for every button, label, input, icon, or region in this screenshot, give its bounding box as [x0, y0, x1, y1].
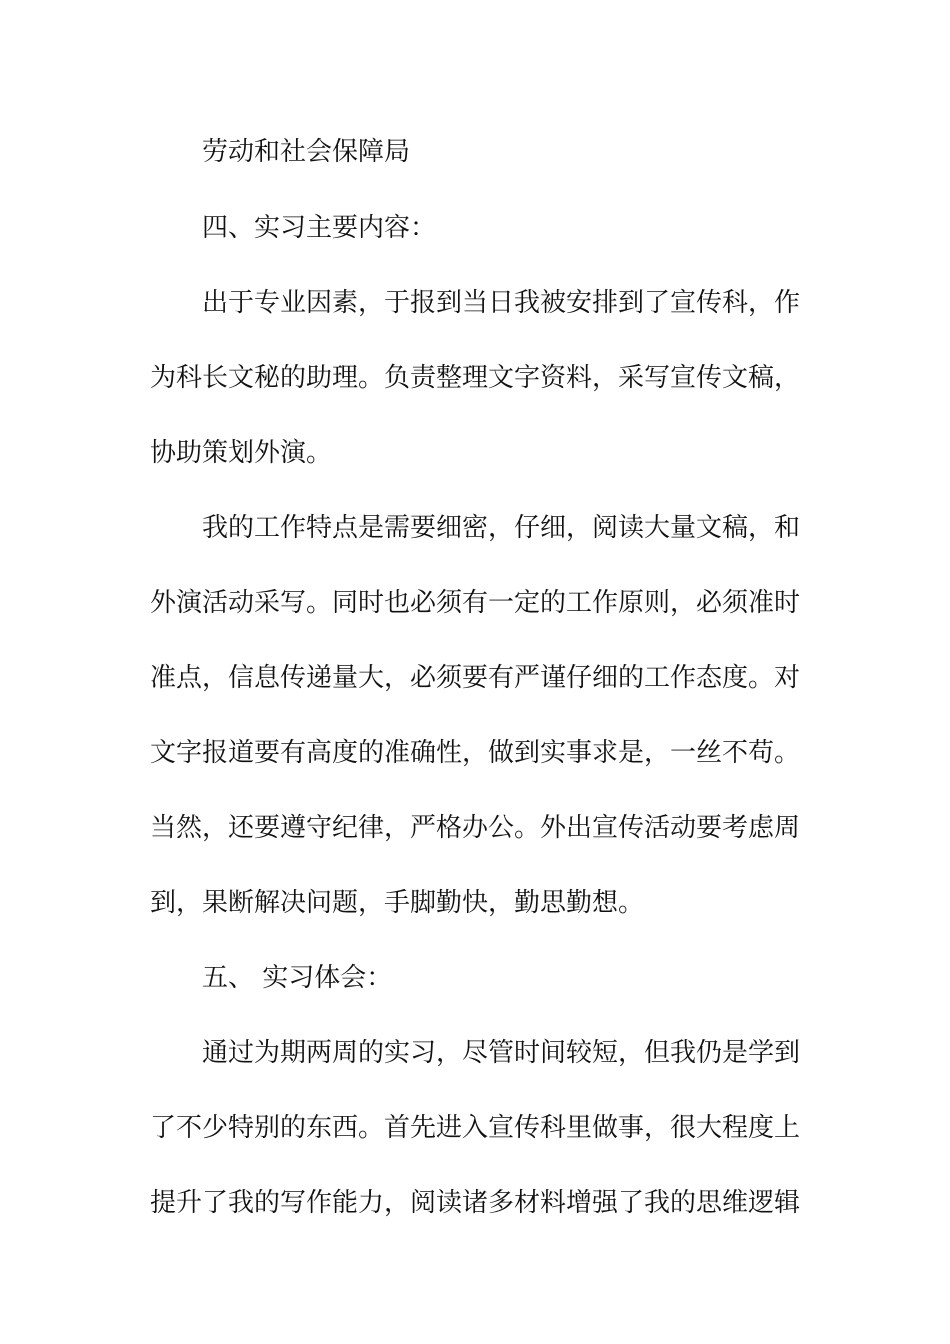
paragraph-line: 通过为期两周的实习，尽管时间较短，但我仍是学到 — [202, 1038, 801, 1068]
paragraph-line: 外演活动采写。同时也必须有一定的工作原则，必须准时 — [150, 588, 801, 618]
paragraph-line: 准点，信息传递量大，必须要有严谨仔细的工作态度。对 — [150, 663, 801, 693]
paragraph-line: 文字报道要有高度的准确性，做到实事求是，一丝不苟。 — [150, 738, 801, 768]
paragraph-line: 当然，还要遵守纪律，严格办公。外出宣传活动要考虑周 — [150, 813, 801, 843]
paragraph-line: 到，果断解决问题，手脚勤快，勤思勤想。 — [150, 888, 645, 918]
paragraph-line: 出于专业因素，于报到当日我被安排到了宣传科，作 — [202, 288, 801, 318]
section-five-heading: 五、 实习体会： — [202, 963, 393, 993]
paragraph-line: 提升了我的写作能力，阅读诸多材料增强了我的思维逻辑 — [150, 1188, 801, 1218]
paragraph-line: 了不少特别的东西。首先进入宣传科里做事，很大程度上 — [150, 1113, 801, 1143]
paragraph-line: 协助策划外演。 — [150, 438, 333, 468]
paragraph-line: 为科长文秘的助理。负责整理文字资料，采写宣传文稿， — [150, 363, 801, 393]
paragraph-line: 我的工作特点是需要细密，仔细，阅读大量文稿，和 — [202, 513, 801, 543]
org-name-line: 劳动和社会保障局 — [202, 137, 411, 167]
section-four-heading: 四、实习主要内容： — [202, 213, 437, 243]
